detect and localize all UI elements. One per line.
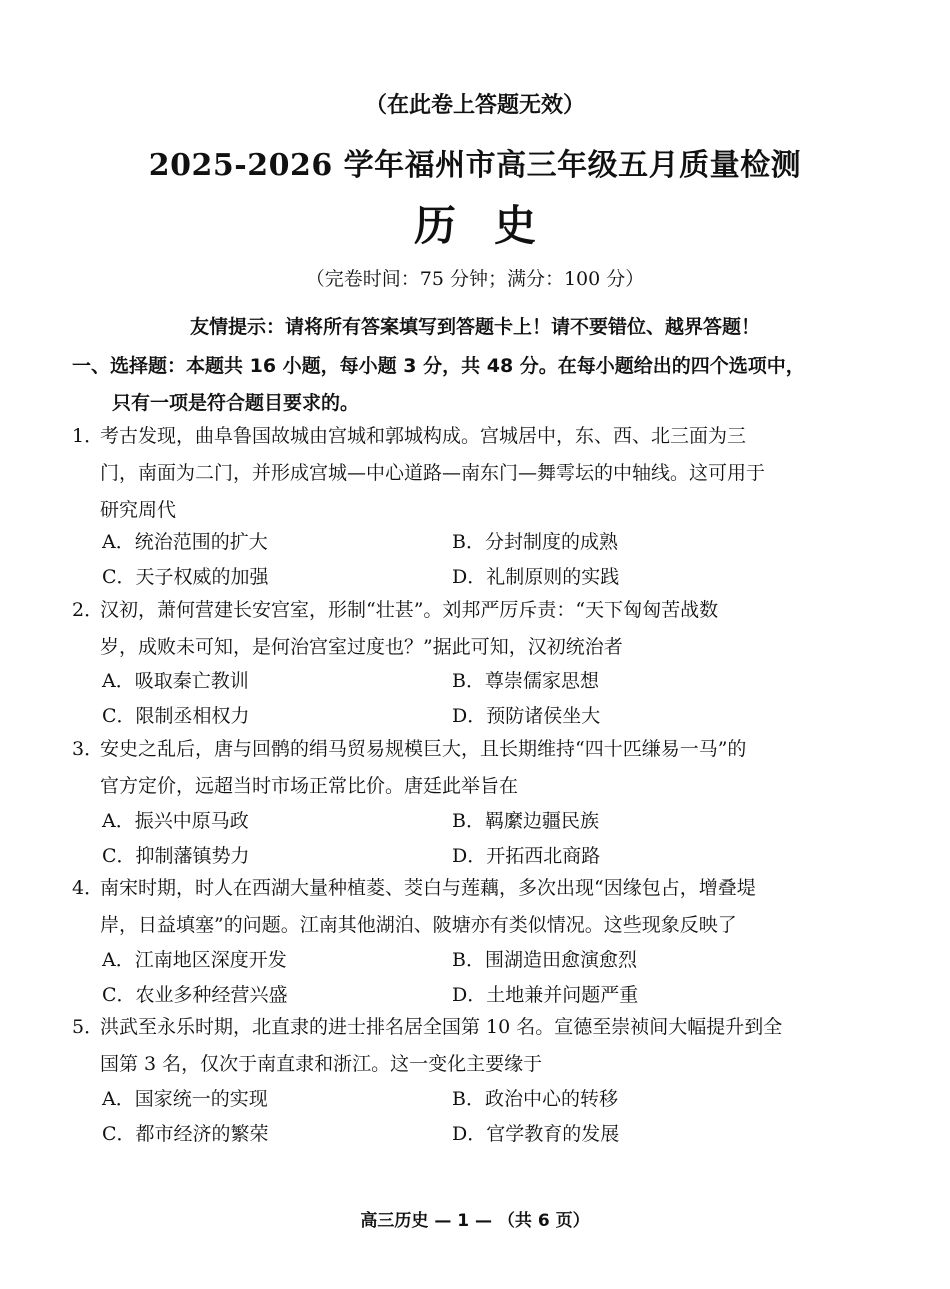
option-a[interactable]: A．江南地区深度开发 [102, 949, 287, 971]
page-footer: 高三历史 — 1 — （共 6 页） [360, 1211, 590, 1231]
question-4 [72, 870, 847, 944]
option-c[interactable]: C．限制丞相权力 [102, 705, 250, 727]
option-b[interactable]: B．羁縻边疆民族 [452, 810, 599, 832]
friendly-tip: 友情提示：请将所有答案填写到答题卡上！请不要错位、越界答题！ [189, 316, 760, 338]
exam-title: 2025-2026 学年福州市高三年级五月质量检测 [148, 148, 802, 183]
option-c[interactable]: C．天子权威的加强 [102, 566, 269, 588]
subject-title: 历史 [413, 201, 574, 250]
question-line: 国第 3 名，仅次于南直隶和浙江。这一变化主要缘于 [100, 1053, 543, 1075]
option-c[interactable]: C．农业多种经营兴盛 [102, 984, 288, 1006]
option-c[interactable]: C．抑制藩镇势力 [102, 845, 250, 867]
section-heading-line1: 一、选择题：本题共 16 小题，每小题 3 分，共 48 分。在每小题给出的四个选项中， [72, 355, 805, 377]
question-1 [72, 418, 847, 529]
question-5 [72, 1009, 847, 1083]
option-a[interactable]: A．国家统一的实现 [102, 1088, 268, 1110]
question-line: 门，南面为二门，并形成宫城—中心道路—南东门—舞雩坛的中轴线。这可用于 [100, 462, 766, 484]
option-d[interactable]: D．礼制原则的实践 [452, 566, 620, 588]
question-2 [72, 592, 847, 666]
question-line: 安史之乱后，唐与回鹘的绢马贸易规模巨大，且长期维持“四十匹缣易一马”的 [100, 738, 747, 760]
question-line: 岁，成败未可知，是何治宫室过度也？”据此可知，汉初统治者 [100, 636, 623, 658]
question-line: 考古发现，曲阜鲁国故城由宫城和郭城构成。宫城居中，东、西、北三面为三 [100, 425, 747, 447]
option-b[interactable]: B．分封制度的成熟 [452, 531, 618, 553]
option-b[interactable]: B．围湖造田愈演愈烈 [452, 949, 637, 971]
option-d[interactable]: D．官学教育的发展 [452, 1123, 620, 1145]
option-c[interactable]: C．都市经济的繁荣 [102, 1123, 269, 1145]
question-3 [72, 731, 847, 805]
option-b[interactable]: B．政治中心的转移 [452, 1088, 618, 1110]
question-number: 3． [72, 738, 104, 760]
option-d[interactable]: D．土地兼并问题严重 [452, 984, 639, 1006]
time-info: （完卷时间：75 分钟；满分：100 分） [305, 268, 645, 290]
option-a[interactable]: A．统治范围的扩大 [102, 531, 268, 553]
question-line: 官方定价，远超当时市场正常比价。唐廷此举旨在 [100, 775, 519, 797]
section-heading-line2: 只有一项是符合题目要求的。 [112, 392, 360, 414]
option-d[interactable]: D．开拓西北商路 [452, 845, 601, 867]
question-line: 汉初，萧何营建长安宫室，形制“壮甚”。刘邦严厉斥责：“天下匈匈苦战数 [100, 599, 719, 621]
option-b[interactable]: B．尊崇儒家思想 [452, 670, 599, 692]
invalid-notice: （在此卷上答题无效） [364, 92, 585, 118]
question-number: 2． [72, 599, 104, 621]
question-number: 1． [72, 425, 104, 447]
option-a[interactable]: A．吸取秦亡教训 [102, 670, 249, 692]
question-line: 南宋时期，时人在西湖大量种植菱、茭白与莲藕，多次出现“因缘包占，增叠堤 [100, 877, 756, 899]
question-line: 岸，日益填塞”的问题。江南其他湖泊、陂塘亦有类似情况。这些现象反映了 [100, 914, 737, 936]
option-a[interactable]: A．振兴中原马政 [102, 810, 249, 832]
question-line: 研究周代 [100, 499, 177, 521]
question-line: 洪武至永乐时期，北直隶的进士排名居全国第 10 名。宣德至崇祯间大幅提升到全 [100, 1016, 783, 1038]
option-d[interactable]: D．预防诸侯坐大 [452, 705, 601, 727]
section-heading [72, 348, 852, 422]
question-number: 5． [72, 1016, 104, 1038]
question-number: 4． [72, 877, 104, 899]
